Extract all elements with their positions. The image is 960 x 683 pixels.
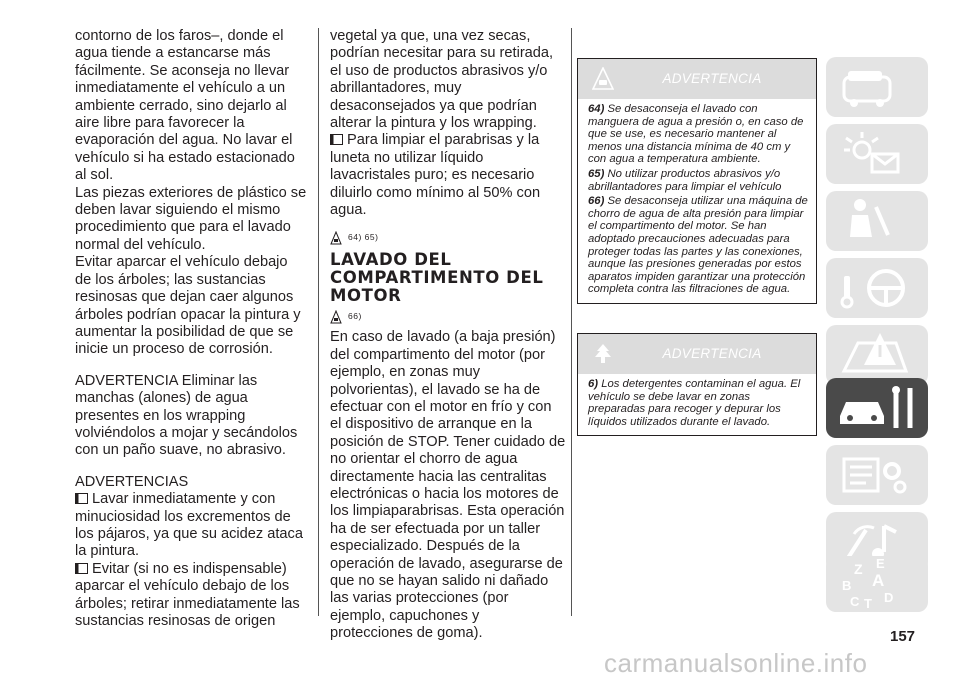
chapter-tab-index[interactable] bbox=[826, 556, 928, 612]
page-number: 157 bbox=[890, 628, 916, 645]
bookmark-bullet-icon bbox=[75, 563, 88, 574]
warning-title: ADVERTENCIA bbox=[662, 71, 762, 86]
index-letter: D bbox=[884, 590, 894, 605]
warning-title: ADVERTENCIA bbox=[662, 346, 762, 361]
car-wrench-icon bbox=[826, 378, 928, 438]
seat-airbag-icon bbox=[826, 191, 928, 251]
text-column-middle bbox=[330, 28, 566, 643]
chapter-tab-lights[interactable] bbox=[826, 124, 928, 184]
index-letters-icon bbox=[826, 556, 928, 612]
chapter-tab-dashboard[interactable] bbox=[826, 57, 928, 117]
chapter-tab-emergency[interactable] bbox=[826, 325, 928, 385]
bullet-item: Para limpiar el parabrisas y la luneta no utilizar líquido lavacristales puro; es necesario diluirlo como mínimo al 50% con agua. bbox=[330, 132, 541, 219]
chapter-tab-specifications[interactable] bbox=[826, 445, 928, 505]
index-letter: B bbox=[842, 578, 852, 593]
index-letter: E bbox=[876, 556, 885, 571]
column-divider bbox=[571, 28, 572, 616]
watermark-text: carmanualsonline.info bbox=[604, 648, 868, 678]
warning-reference: 66) bbox=[330, 308, 566, 325]
lights-message-icon bbox=[826, 124, 928, 184]
paragraph: vegetal ya que, una vez secas, podrían necesitar para su retirada, el uso de productos abrasivos y/o abrillantadores, muy desaconsejados ya que podrían alterar la pintura y los wrapping. bbox=[330, 28, 554, 132]
bookmark-bullet-icon bbox=[75, 493, 88, 504]
text-column-left bbox=[75, 28, 307, 630]
warning-item: 66) Se desaconseja utilizar una máquina de chorro de agua de alta presión para limpiar el compartimento del motor. Se han adoptado precauciones adecuadas para proteger todas las partes y las conexiones, aunque las presiones generadas por estos aparatos impiden garantizar una protección completa contra las filtraciones de agua. bbox=[588, 195, 808, 296]
warning-car-icon bbox=[330, 310, 342, 324]
warning-box bbox=[577, 58, 817, 304]
warning-reference: 64) 65) bbox=[330, 229, 566, 246]
bullet-item: Evitar (si no es indispensable) aparcar el vehículo debajo de los árboles; retirar inmediatamente las sustancias resinosas de origen bbox=[75, 560, 300, 629]
paragraph: Las piezas exteriores de plástico se deben lavar siguiendo el mismo procedimiento que para el lavado normal del vehículo. bbox=[75, 184, 307, 253]
chapter-tab-starting[interactable] bbox=[826, 258, 928, 318]
warning-item: 6) Los detergentes contaminan el agua. El vehículo se debe lavar en zonas preparadas para recoger y depurar los líquidos utilizados durante el lavado. bbox=[588, 378, 801, 428]
section-heading: LAVADO DEL COMPARTIMENTO DEL MOTOR bbox=[330, 249, 544, 305]
environment-warning-box bbox=[577, 333, 817, 436]
chapter-tab-maintenance[interactable] bbox=[826, 378, 928, 438]
warning-header bbox=[578, 334, 816, 374]
bookmark-bullet-icon bbox=[330, 134, 343, 145]
paragraph: Evitar aparcar el vehículo debajo de los árboles; las sustancias resinosas que dejan caer algunos árboles podrían opacar la pintura y aumentar la posibilidad de que se inicie un proceso de corrosión. bbox=[75, 254, 301, 358]
warning-car-icon bbox=[330, 231, 342, 245]
column-divider bbox=[318, 28, 319, 616]
warning-body bbox=[578, 374, 816, 435]
specifications-gears-icon bbox=[826, 445, 928, 505]
paragraph: En caso de lavado (a baja presión) del compartimento del motor (por ejemplo, en zonas muy polvorientas), el lavado se ha de efectuar con el motor en frío y con el dispositivo de arranque en la posición de STOP. Tener cuidado de no orientar el chorro de agua directamente hacia las centralitas electrónicas o hacia los motores de los limpiaparabrisas. Esta operación ha de ser efectuada por un taller especializado. Después de la operación de lavado, asegurarse de que no se hayan salido ni dañado las varias protecciones (por ejemplo, capuchones y protecciones de goma). bbox=[330, 329, 566, 642]
index-letter: T bbox=[864, 596, 872, 611]
key-steering-wheel-icon bbox=[826, 258, 928, 318]
paragraph: ADVERTENCIAS bbox=[75, 473, 189, 490]
warning-header bbox=[578, 59, 816, 99]
index-letter: Z bbox=[854, 561, 863, 577]
breakdown-warning-icon bbox=[826, 325, 928, 385]
warning-body bbox=[578, 99, 816, 303]
index-letter: C bbox=[850, 594, 860, 609]
paragraph: contorno de los faros–, donde el agua tiende a estancarse más fácilmente. Se aconseja no llevar inmediatamente el vehículo a un ambiente cerrado, sino dejarlo al aire libre para favorecer la evaporación del agua. No lavar el vehículo si ha estado estacionado al sol. bbox=[75, 28, 295, 184]
car-dashboard-icon bbox=[826, 57, 928, 117]
paragraph: ADVERTENCIA Eliminar las manchas (alones) de agua presentes en los wrapping volviéndolos a mojar y secándolos con un paño suave, no abrasivo. bbox=[75, 372, 298, 459]
warning-item: 64) Se desaconseja el lavado con manguera de agua a presión o, en caso de que se use, es necesario mantener al menos una distancia mínima de 40 cm y con agua a temperatura ambiente. bbox=[588, 103, 804, 166]
warning-item: 65) No utilizar productos abrasivos y/o abrillantadores para limpiar el vehículo bbox=[588, 167, 782, 193]
chapter-tab-safety[interactable] bbox=[826, 191, 928, 251]
bullet-item: Lavar inmediatamente y con minuciosidad los excrementos de los pájaros, ya que su acidez ataca la pintura. bbox=[75, 491, 303, 560]
index-letter: A bbox=[872, 571, 885, 590]
